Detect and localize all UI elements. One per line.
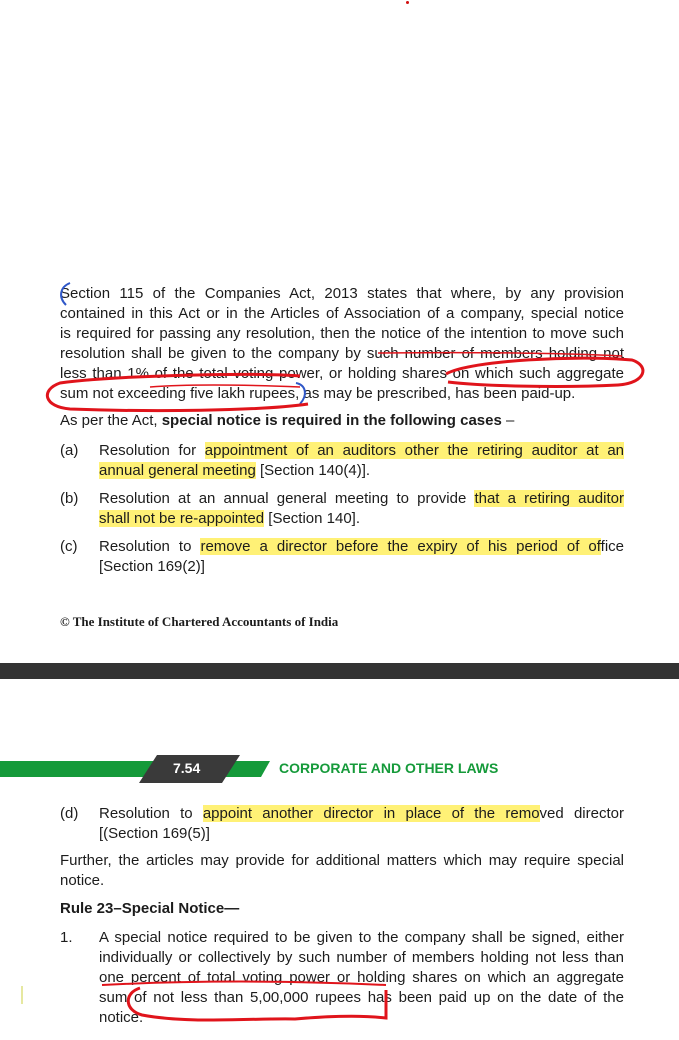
highlight: appoint another director in place of the remo	[202, 805, 540, 822]
highlight: annual general meeting	[99, 462, 256, 479]
intro-bold: special notice is required in the following cases	[161, 412, 502, 429]
case-b: (b) Resolution at an annual general meeting to provide that a retiring auditor shall not be re-appointed [Section 140].	[60, 490, 624, 527]
paragraph-line: Section 115 of the Companies Act, 2013 states that where, by any provision	[60, 285, 624, 302]
highlight: appointment of an auditors other the retiring auditor at an	[204, 442, 625, 459]
chapter-title: CORPORATE AND OTHER LAWS	[279, 760, 499, 776]
case-d: (d) Resolution to appoint another director in place of the removed director [(Section 169(5)]	[60, 805, 624, 842]
highlight: shall not be re-appointed	[99, 510, 265, 527]
case-label: (c)	[60, 538, 78, 555]
paragraph-line: is required for passing any resolution, then the notice of the intention to move such	[60, 325, 624, 342]
paragraph-line: contained in this Act or in the Articles of Association of a company, special notice	[60, 305, 624, 322]
highlight: remove a director before the expiry of his period of of	[200, 538, 601, 555]
rule-item-label: 1.	[60, 929, 73, 946]
case-a: (a) Resolution for appointment of an auditors other the retiring auditor at an annual general meeting [Section 140(4)].	[60, 442, 625, 479]
highlight: that a retiring auditor	[474, 490, 624, 507]
paragraph-line: less than 1% of the total voting power, or holding shares on which such aggregate	[60, 365, 624, 382]
page-divider	[0, 663, 679, 679]
case-c: (c) Resolution to remove a director before the expiry of his period of office [Section 169(2)]	[60, 538, 624, 575]
page-number: 7.54	[173, 760, 201, 776]
institute-footer: © The Institute of Chartered Accountants of India	[60, 614, 339, 629]
paragraph-line: resolution shall be given to the company by such number of members holding not	[60, 345, 624, 362]
rule-item-1: 1. A special notice required to be given to the company shall be signed, either individually or collectively by such number of members holding not less than one percent of total voting power or holding shares on which an aggregate sum of not less than 5,00,000 rupees has been paid up on the date of the notice.	[60, 929, 624, 1026]
section-115-paragraph	[60, 284, 624, 404]
stray-ink-dot	[406, 1, 409, 4]
rule-heading: Rule 23–Special Notice—	[60, 900, 240, 917]
intro-line: As per the Act, special notice is required in the following cases –	[60, 412, 515, 429]
paragraph-line: sum not exceeding five lakh rupees, as may be prescribed, has been paid-up.	[60, 385, 576, 402]
further-paragraph: Further, the articles may provide for additional matters which may require special notice.	[60, 852, 624, 889]
case-label: (b)	[60, 490, 79, 507]
case-label: (d)	[60, 805, 79, 822]
case-label: (a)	[60, 442, 79, 459]
